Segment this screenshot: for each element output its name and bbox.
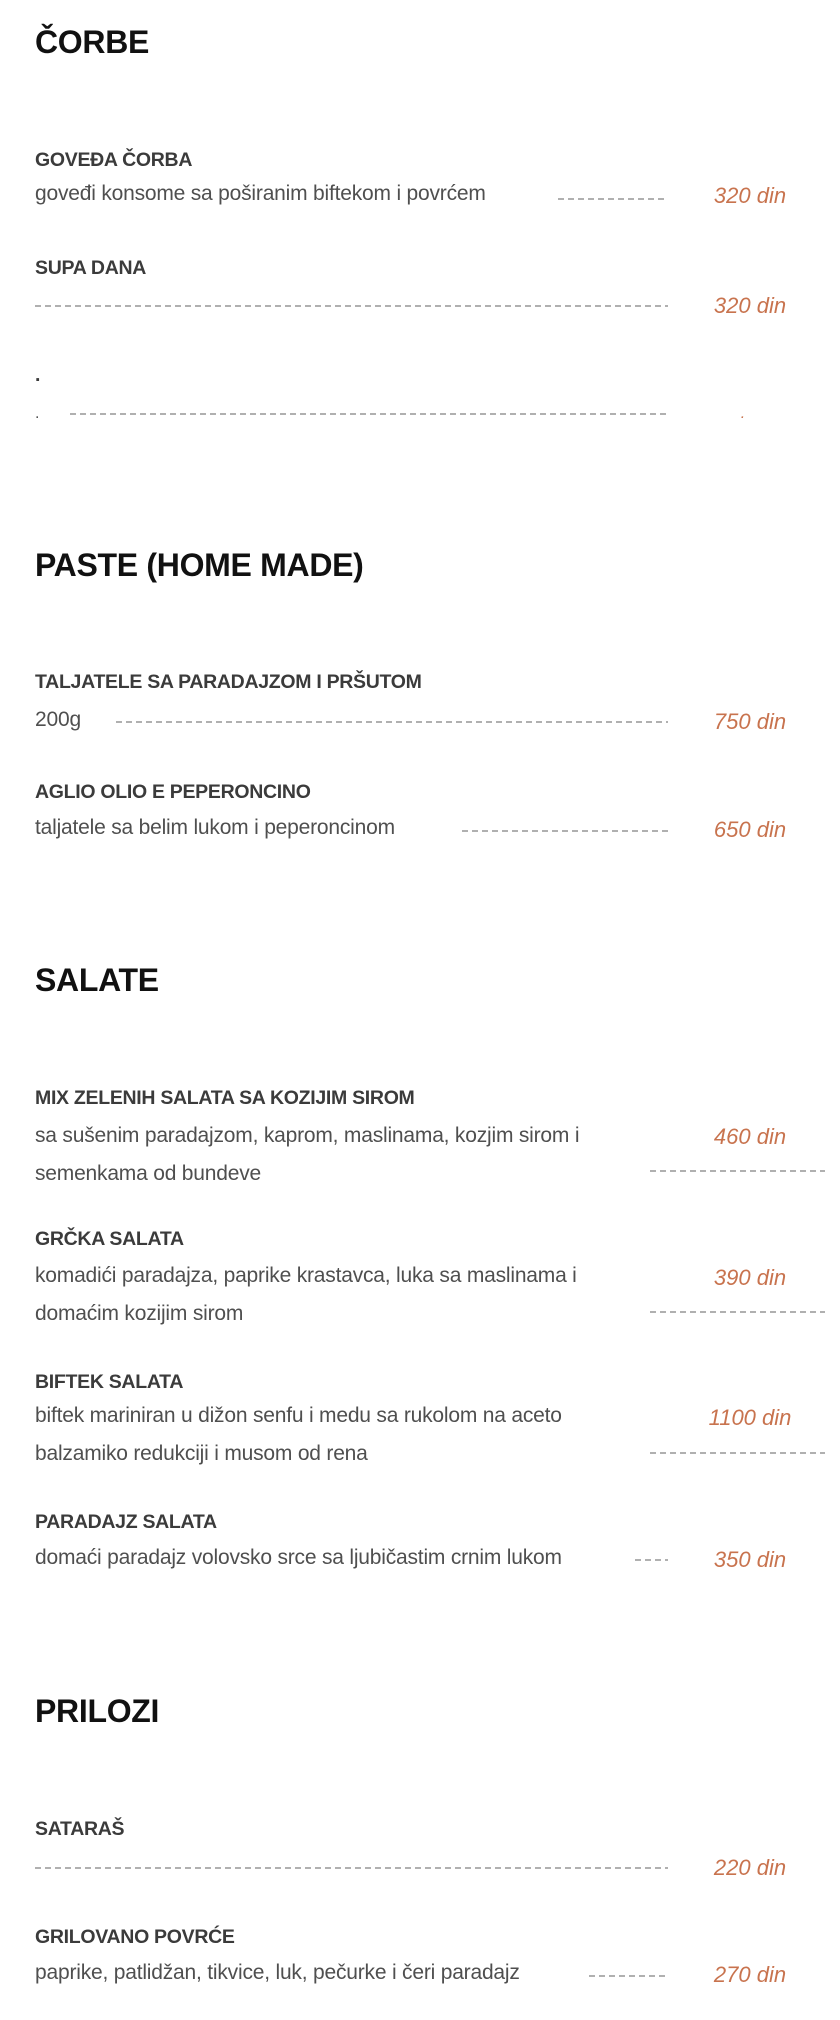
item-price: 460 din — [713, 1124, 787, 1149]
dotted-leader — [635, 1559, 668, 1561]
item-description: 200g — [35, 708, 81, 731]
dotted-leader — [589, 1975, 668, 1977]
dotted-leader — [35, 305, 668, 307]
item-description: goveđi konsome sa poširanim biftekom i povrćem — [35, 182, 486, 205]
item-description: komadići paradajza, paprike krastavca, luka sa maslinama i — [35, 1264, 577, 1287]
item-name: MIX ZELENIH SALATA SA KOZIJIM SIROM — [35, 1087, 415, 1109]
item-price: 390 din — [713, 1265, 787, 1290]
item-price: 320 din — [713, 293, 787, 318]
dotted-leader — [650, 1452, 825, 1454]
item-price: 220 din — [713, 1855, 787, 1880]
item-name: SUPA DANA — [35, 257, 147, 279]
dotted-leader — [650, 1311, 825, 1313]
item-description: balzamiko redukciji i musom od rena — [35, 1442, 368, 1465]
item-name: AGLIO OLIO E PEPERONCINO — [35, 781, 311, 803]
item-price: 1100 din — [708, 1405, 792, 1430]
item-description: taljatele sa belim lukom i peperoncinom — [35, 816, 395, 839]
item-description: domaćim kozijim sirom — [35, 1302, 244, 1325]
item-price: 350 din — [713, 1547, 787, 1572]
item-name: GRILOVANO POVRĆE — [35, 1926, 235, 1948]
item-name: SATARAŠ — [35, 1818, 125, 1840]
item-description: biftek mariniran u dižon senfu i medu sa rukolom na aceto — [35, 1404, 562, 1427]
item-description: paprike, patlidžan, tikvice, luk, pečurke i čeri paradajz — [35, 1961, 520, 1984]
item-price: 750 din — [713, 709, 787, 734]
item-price: 650 din — [713, 817, 787, 842]
dotted-leader — [462, 830, 668, 832]
item-name: PARADAJZ SALATA — [35, 1511, 217, 1533]
item-name: GOVEĐA ČORBA — [35, 149, 193, 171]
item-name: GRČKA SALATA — [35, 1228, 184, 1250]
dotted-leader — [70, 413, 668, 415]
item-price: . — [740, 405, 746, 422]
dotted-leader — [558, 198, 668, 200]
section-heading-salate: SALATE — [35, 962, 159, 998]
dotted-leader — [35, 1867, 668, 1869]
section-heading-prilozi: PRILOZI — [35, 1693, 160, 1729]
item-name: TALJATELE SA PARADAJZOM I PRŠUTOM — [35, 671, 422, 693]
dotted-leader — [650, 1170, 825, 1172]
dotted-leader — [116, 721, 668, 723]
item-name: BIFTEK SALATA — [35, 1371, 184, 1393]
item-description: sa sušenim paradajzom, kaprom, maslinama, kozjim sirom i — [35, 1124, 580, 1147]
section-heading-paste: PASTE (HOME MADE) — [35, 547, 364, 583]
item-description: semenkama od bundeve — [35, 1162, 261, 1185]
section-heading-corbe: ČORBE — [35, 24, 150, 60]
item-price: 320 din — [713, 183, 787, 208]
item-name: . — [35, 364, 41, 386]
item-description: domaći paradajz volovsko srce sa ljubičastim crnim lukom — [35, 1546, 562, 1569]
item-description: . — [35, 405, 40, 422]
item-price: 270 din — [713, 1962, 787, 1987]
